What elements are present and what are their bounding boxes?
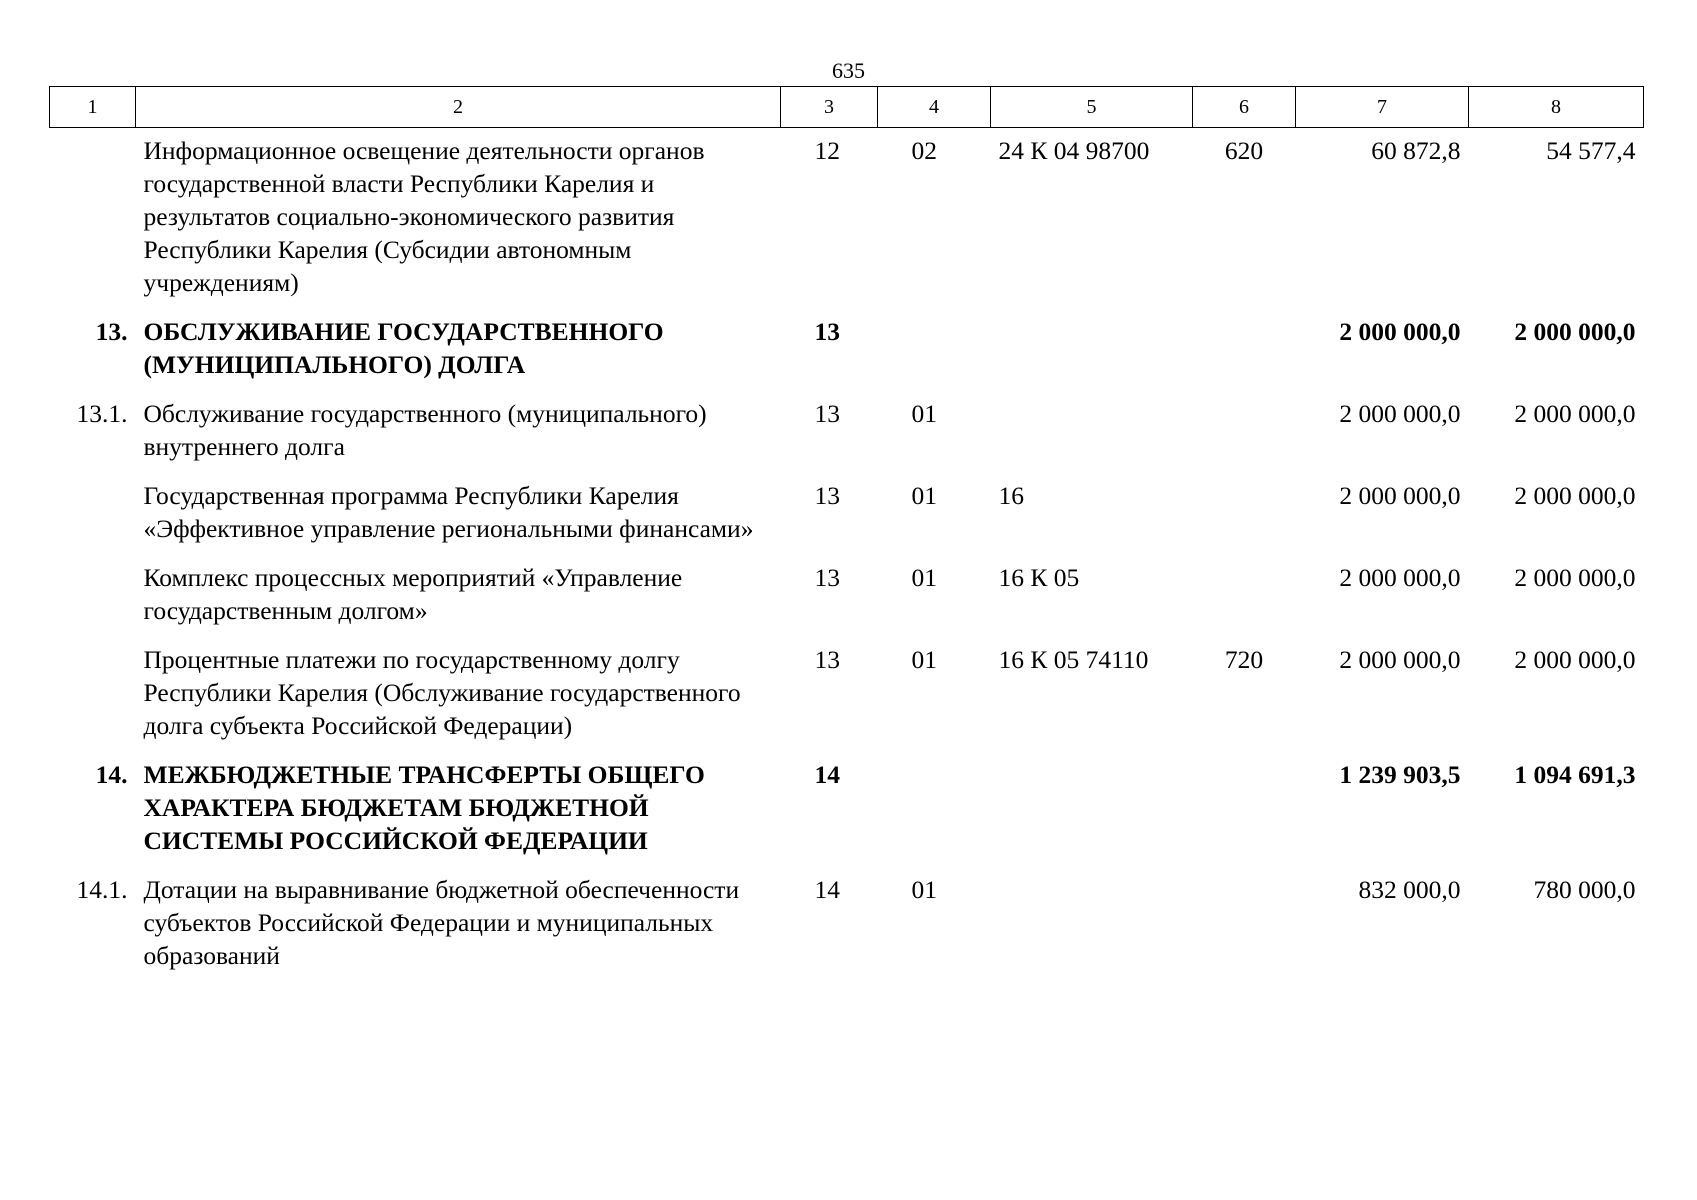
page-number: 635: [832, 58, 865, 83]
row-amount-1: 832 000,0: [1358, 875, 1461, 904]
row-number: 13.: [95, 317, 128, 346]
row-section-code: 12: [814, 136, 840, 165]
row-expense-type: [1193, 561, 1296, 643]
row-number: [50, 479, 136, 561]
row-amount-2: 780 000,0: [1533, 875, 1636, 904]
row-subsection-code: 02: [911, 136, 937, 165]
row-amount-1: 2 000 000,0: [1339, 317, 1461, 346]
row-subsection-code: 01: [911, 645, 937, 674]
table-header: [50, 87, 1644, 128]
row-expense-type: 720: [1224, 645, 1264, 674]
row-amount-1: 1 239 903,5: [1339, 760, 1461, 789]
budget-table: [49, 86, 1644, 988]
row-expense-type: [1193, 397, 1296, 479]
row-target-article: 16 К 05 74110: [998, 645, 1149, 674]
row-subsection-code: [878, 758, 991, 873]
row-amount-2: 2 000 000,0: [1514, 481, 1636, 510]
row-target-article: [991, 397, 1193, 479]
row-description: Комплекс процессных мероприятий «Управление государственным долгом»: [143, 563, 683, 625]
header-col-3: 3: [781, 87, 878, 128]
table-body: [50, 128, 1644, 989]
row-description: Дотации на выравнивание бюджетной обеспеченности субъектов Российской Федерации и муниципальных образований: [143, 875, 740, 970]
row-amount-2: 54 577,4: [1546, 136, 1636, 165]
row-number: [50, 128, 136, 316]
header-col-7: 7: [1296, 87, 1469, 128]
row-target-article: 24 К 04 98700: [998, 136, 1150, 165]
row-section-code: 14: [814, 760, 840, 789]
row-section-code: 13: [814, 563, 840, 592]
header-col-5: 5: [991, 87, 1193, 128]
row-amount-2: 1 094 691,3: [1514, 760, 1636, 789]
row-amount-2: 2 000 000,0: [1514, 645, 1636, 674]
table-row: [50, 479, 1644, 561]
row-number: 13.1.: [76, 399, 128, 428]
header-col-6: 6: [1193, 87, 1296, 128]
row-target-article: 16: [998, 481, 1024, 510]
table-row: [50, 561, 1644, 643]
row-number: 14.: [95, 760, 128, 789]
row-section-code: 14: [814, 875, 840, 904]
row-amount-2: 2 000 000,0: [1514, 317, 1636, 346]
row-description: Государственная программа Республики Карелия «Эффективное управление региональными финансами»: [143, 481, 754, 543]
row-number: [50, 561, 136, 643]
row-description: Процентные платежи по государственному долгу Республики Карелия (Обслуживание государственного долга субъекта Российской Федерации): [143, 645, 741, 740]
row-subsection-code: 01: [911, 875, 937, 904]
row-section-code: 13: [814, 399, 840, 428]
table-row: [50, 397, 1644, 479]
table-row: [50, 643, 1644, 758]
row-expense-type: [1193, 758, 1296, 873]
row-target-article: 16 К 05: [998, 563, 1080, 592]
row-section-code: 13: [814, 317, 840, 346]
row-amount-2: 2 000 000,0: [1514, 563, 1636, 592]
row-target-article: [991, 315, 1193, 397]
row-subsection-code: [878, 315, 991, 397]
row-description: ОБСЛУЖИВАНИЕ ГОСУДАРСТВЕННОГО (МУНИЦИПАЛЬНОГО) ДОЛГА: [143, 317, 664, 379]
row-number: [50, 643, 136, 758]
row-amount-1: 2 000 000,0: [1339, 481, 1461, 510]
header-col-1: 1: [50, 87, 136, 128]
row-subsection-code: 01: [911, 399, 937, 428]
header-col-2: 2: [136, 87, 781, 128]
row-amount-1: 2 000 000,0: [1339, 645, 1461, 674]
header-col-8: 8: [1469, 87, 1644, 128]
row-amount-1: 2 000 000,0: [1339, 399, 1461, 428]
row-expense-type: 620: [1224, 136, 1264, 165]
row-amount-2: 2 000 000,0: [1514, 399, 1636, 428]
row-subsection-code: 01: [911, 563, 937, 592]
header-col-4: 4: [878, 87, 991, 128]
row-description: МЕЖБЮДЖЕТНЫЕ ТРАНСФЕРТЫ ОБЩЕГО ХАРАКТЕРА БЮДЖЕТАМ БЮДЖЕТНОЙ СИСТЕМЫ РОССИЙСКОЙ ФЕДЕРАЦИИ: [143, 760, 705, 855]
header-row: [50, 87, 1644, 128]
row-section-code: 13: [814, 645, 840, 674]
table-row-section: [50, 758, 1644, 873]
row-description: Информационное освещение деятельности органов государственной власти Республики Карелия и результатов социально-экономического развития Республики Карелия (Субсидии автономным учреждениям): [143, 136, 705, 297]
table-row: [50, 873, 1644, 988]
table-row-section: [50, 315, 1644, 397]
row-expense-type: [1193, 479, 1296, 561]
row-expense-type: [1193, 873, 1296, 988]
row-target-article: [991, 873, 1193, 988]
row-description: Обслуживание государственного (муниципального) внутреннего долга: [143, 399, 707, 461]
row-target-article: [991, 758, 1193, 873]
row-amount-1: 2 000 000,0: [1339, 563, 1461, 592]
row-number: 14.1.: [76, 875, 128, 904]
row-expense-type: [1193, 315, 1296, 397]
table-row: [50, 128, 1644, 316]
row-subsection-code: 01: [911, 481, 937, 510]
row-amount-1: 60 872,8: [1371, 136, 1461, 165]
row-section-code: 13: [814, 481, 840, 510]
